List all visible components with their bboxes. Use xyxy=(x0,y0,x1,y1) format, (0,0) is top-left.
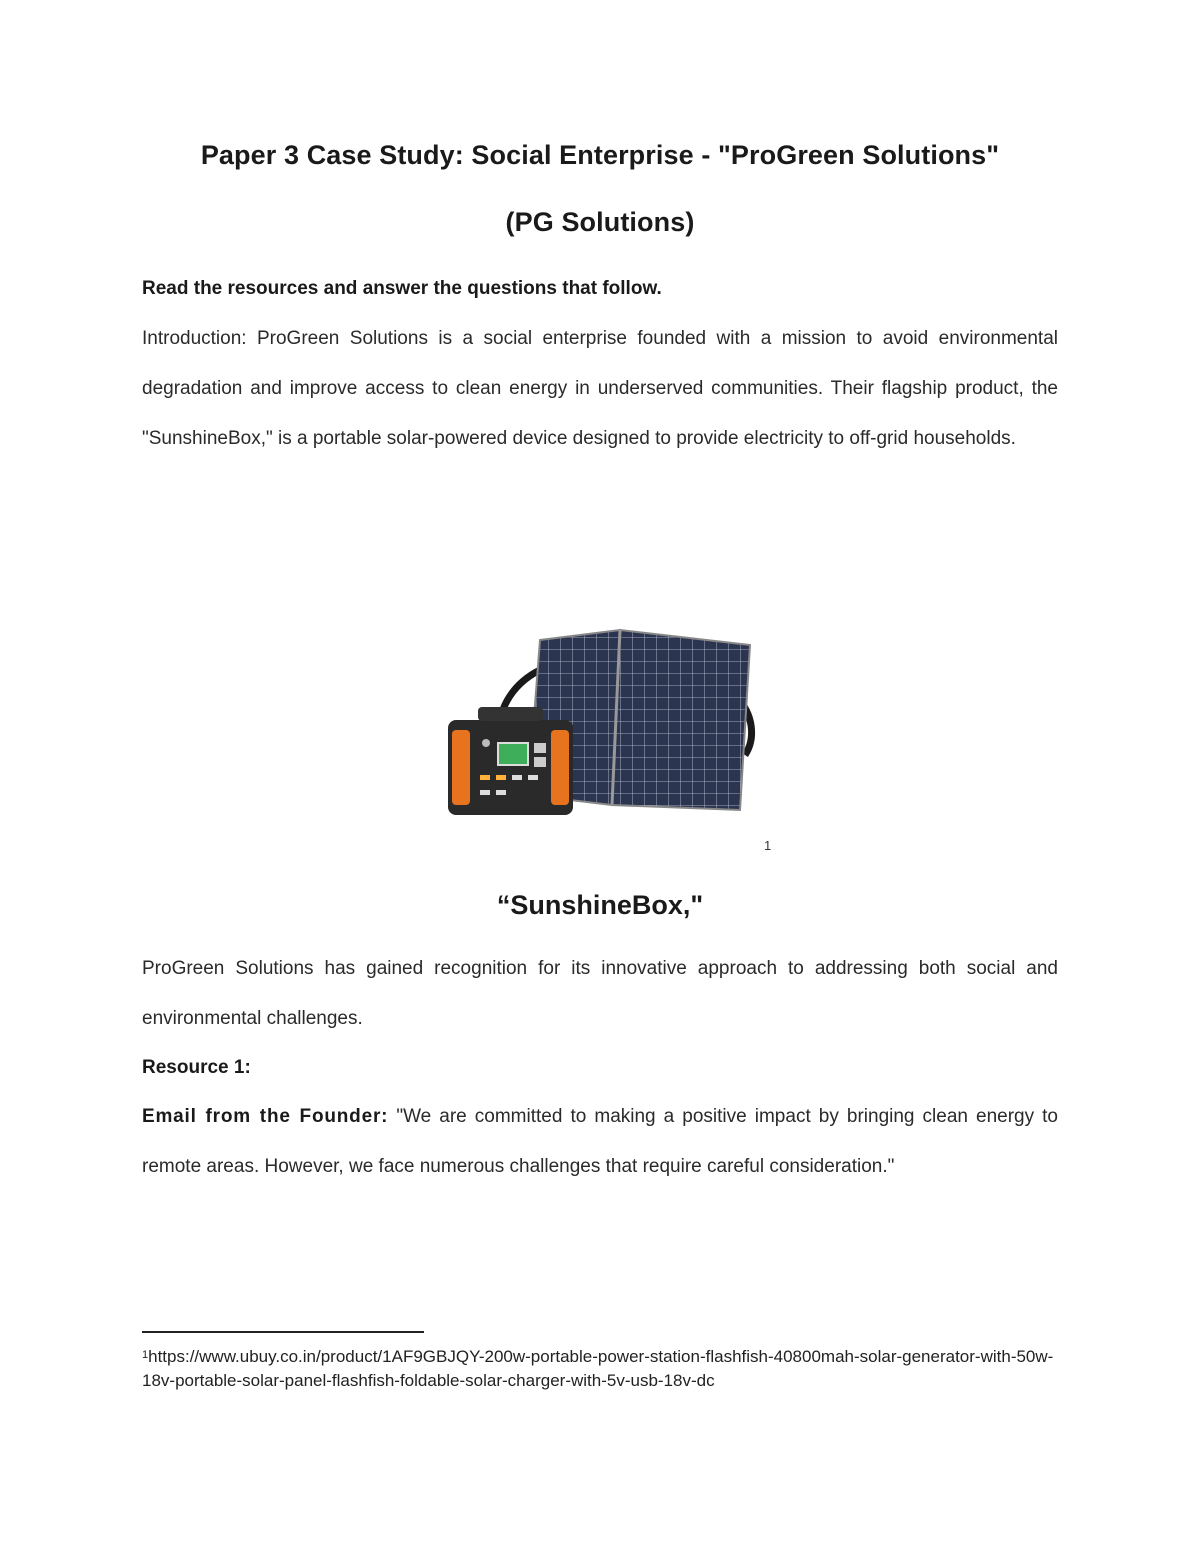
figure-caption: “SunshineBox," xyxy=(496,890,704,920)
founder-email-paragraph xyxy=(142,1092,1058,1192)
footnote-url: https://www.ubuy.co.in/product/1AF9GBJQY-200w-portable-power-station-flashfish-40800mah-solar-generator-with-50w-18v-portable-solar-panel-flashfish-foldable-solar-charger-with-5v-usb-18v-dc xyxy=(142,1347,1054,1390)
footnote-marker: 1 xyxy=(142,1349,149,1361)
document-subtitle: (PG Solutions) xyxy=(505,207,695,237)
sunshinebox-product-image xyxy=(440,625,770,840)
recognition-paragraph: ProGreen Solutions has gained recognition for its innovative approach to addressing both social and environmental challenges. xyxy=(142,958,1058,1029)
image-footnote-marker: 1 xyxy=(764,838,772,853)
footnote xyxy=(142,1345,1062,1393)
email-label: Email from the Founder: xyxy=(142,1106,389,1127)
resource-1-heading: Resource 1: xyxy=(142,1057,251,1078)
email-text: "We are committed to making a positive impact by bringing clean energy to remote areas. However, we face numerous challenges that require careful consideration." xyxy=(142,1106,1058,1177)
introduction-paragraph: Introduction: ProGreen Solutions is a social enterprise founded with a mission to avoid environmental degradation and improve access to clean energy in underserved communities. Their flagship product, the "SunshineBox," is a portable solar-powered device designed to provide electricity to off-grid households. xyxy=(142,328,1058,449)
footnote-separator xyxy=(142,1331,424,1333)
document-title: Paper 3 Case Study: Social Enterprise - "ProGreen Solutions" xyxy=(200,140,1000,170)
instruction-text: Read the resources and answer the questions that follow. xyxy=(142,278,662,299)
